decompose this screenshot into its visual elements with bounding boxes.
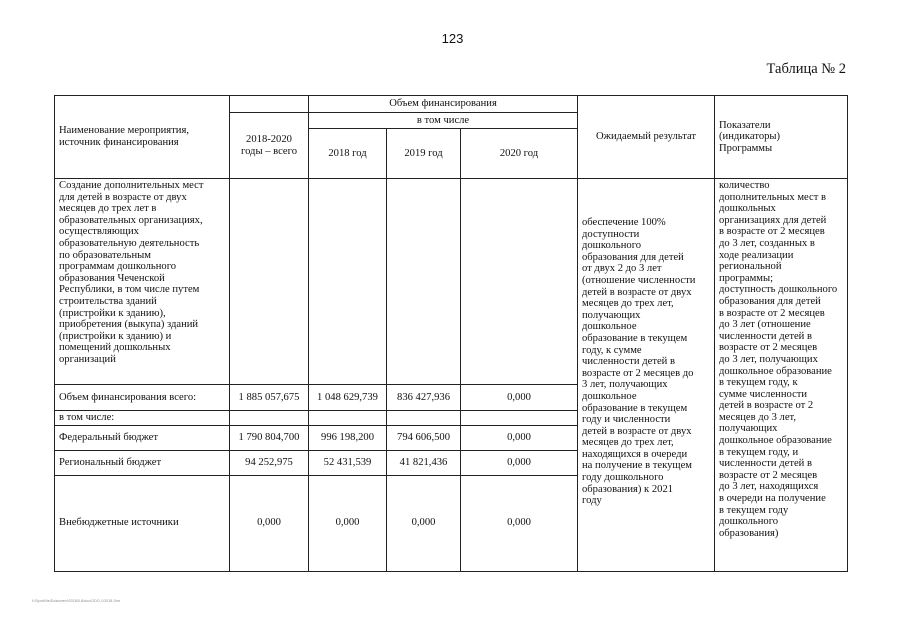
value-2019: 0,000 xyxy=(387,475,461,571)
value-2019: 836 427,936 xyxy=(387,385,461,411)
row-label: Объем финансирования всего: xyxy=(55,385,230,411)
header-result: Ожидаемый результат xyxy=(578,96,715,179)
value-total: 1 885 057,675 xyxy=(230,385,309,411)
page-number: 123 xyxy=(441,31,464,46)
footer-path: f:\Sport\Ne\Dokument\2018\0.8\doc\OOO-1\2018-Smr xyxy=(32,599,121,603)
header-total: 2018-2020 годы – всего xyxy=(230,113,309,179)
indicators: количество дополнительных мест в дошкольных организациях для детей в возрасте от 2 месяцев до 3 лет, созданных в ходе реализации региональной программы; доступность дошкольного образования для детей в возрасте от 2 месяцев до 3 лет (отношение численности детей в возрасте от 2 месяцев до 3 лет, получающих дошкольное образование в текущем году, к сумме численности детей в возрасте от 2 месяцев до 3 лет, получающих дошкольное образование в текущем году, и численности детей в возрасте от 2 месяцев до 3 лет, находящихся в очереди на получение в текущем году дошкольного образования) xyxy=(715,179,848,572)
row-label: Внебюджетные источники xyxy=(55,475,230,571)
activity-name: Создание дополнительных мест для детей в возрасте от двух месяцев до трех лет в образовательных организациях, осуществляющих образовательную деятельность по образовательным программам дошкольного образования Чеченской Республики, в том числе путем строительства зданий (пристройки к зданию), приобретения (выкупа) зданий (пристройки к зданию) и помещений дошкольных организаций xyxy=(55,179,230,385)
value-total: 0,000 xyxy=(230,475,309,571)
value-2020: 0,000 xyxy=(461,475,578,571)
header-2018: 2018 год xyxy=(309,129,387,179)
value-2018 xyxy=(309,411,387,426)
funding-table xyxy=(54,95,848,572)
header-2020: 2020 год xyxy=(461,129,578,179)
empty-cell xyxy=(309,179,387,385)
value-2020: 0,000 xyxy=(461,450,578,475)
value-2018: 1 048 629,739 xyxy=(309,385,387,411)
value-2020: 0,000 xyxy=(461,385,578,411)
value-2019: 41 821,436 xyxy=(387,450,461,475)
value-total xyxy=(230,411,309,426)
header-2019: 2019 год xyxy=(387,129,461,179)
expected-result: обеспечение 100% доступности дошкольного образования для детей от двух 2 до 3 лет (отношение численности детей в возрасте от двух месяцев до трех лет, получающих дошкольное образование в текущем году, к сумме численности детей в возрасте от 2 месяцев до 3 лет, получающих дошкольное образование в текущем году и численности детей в возрасте от двух месяцев до трех лет, находящихся в очереди на получение в текущем году дошкольного образования) к 2021 году xyxy=(578,179,715,572)
value-2018: 996 198,200 xyxy=(309,425,387,450)
value-2018: 52 431,539 xyxy=(309,450,387,475)
row-label: в том числе: xyxy=(55,411,230,426)
row-label: Федеральный бюджет xyxy=(55,425,230,450)
value-total: 1 790 804,700 xyxy=(230,425,309,450)
empty-cell xyxy=(461,179,578,385)
value-total: 94 252,975 xyxy=(230,450,309,475)
table-title: Таблица № 2 xyxy=(766,61,846,77)
empty-cell xyxy=(230,179,309,385)
header-indicators: Показатели (индикаторы) Программы xyxy=(715,96,848,179)
value-2019 xyxy=(387,411,461,426)
value-2020 xyxy=(461,411,578,426)
row-label: Региональный бюджет xyxy=(55,450,230,475)
header-in-that: в том числе xyxy=(309,113,578,129)
value-2020: 0,000 xyxy=(461,425,578,450)
empty-cell xyxy=(387,179,461,385)
value-2018: 0,000 xyxy=(309,475,387,571)
header-blank xyxy=(230,96,309,113)
header-name: Наименование мероприятия, источник финансирования xyxy=(55,96,230,179)
value-2019: 794 606,500 xyxy=(387,425,461,450)
header-funding: Объем финансирования xyxy=(309,96,578,113)
